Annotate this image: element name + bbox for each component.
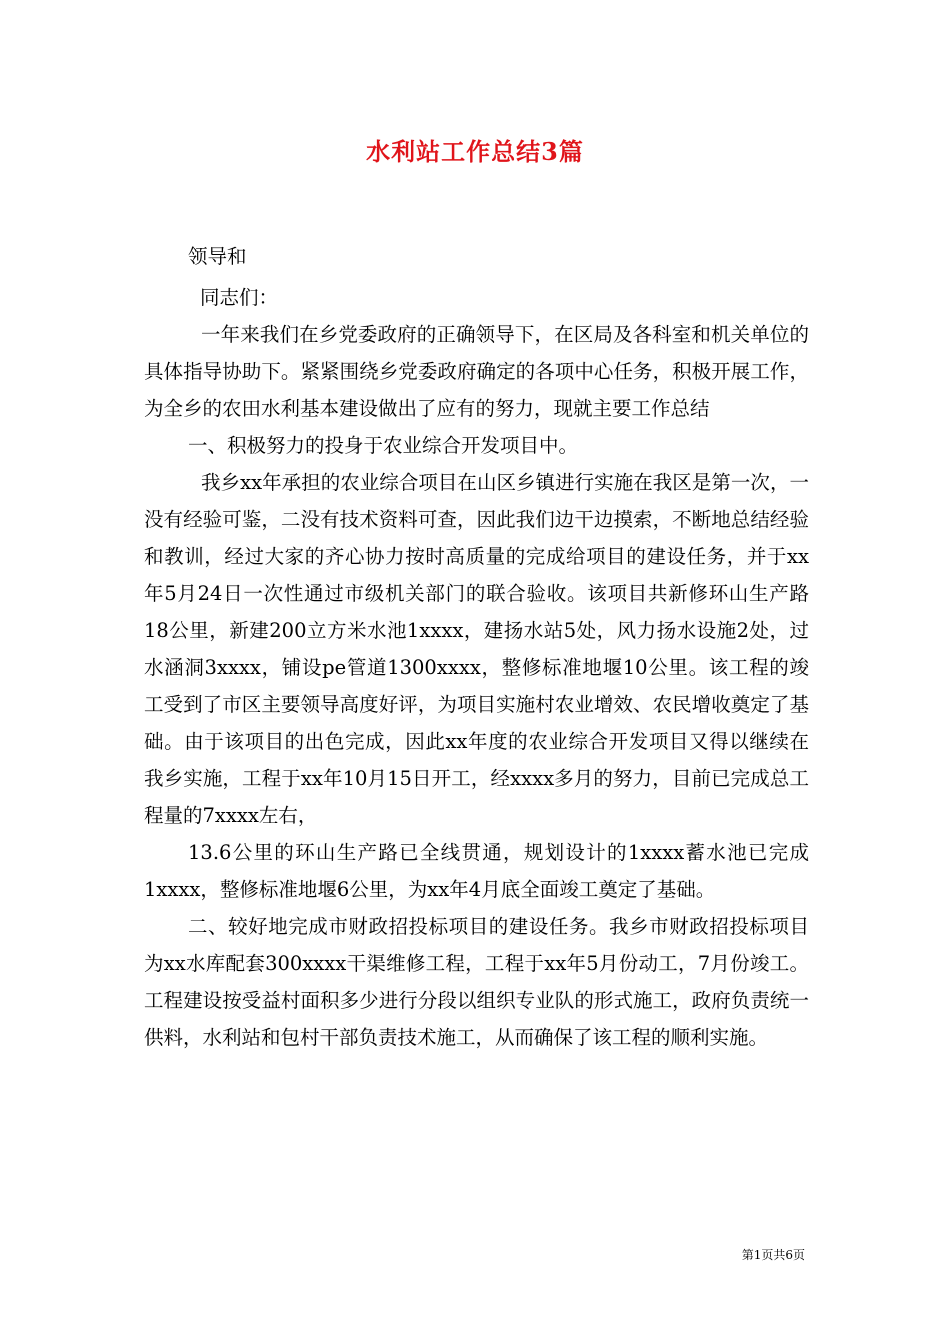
salutation-line-2: 同志们： <box>200 286 279 309</box>
salutation-line-1: 领导和 <box>188 245 247 268</box>
paragraph-section-1: 我乡xx年承担的农业综合项目在山区乡镇进行实施在我区是第一次，一没有经验可鉴，二没有技术资料可查，因此我们边干边摸索，不断地总结经验和教训，经过大家的齐心协力按时高质量的完成给项目的建设任务，并于xx年5月24日一次性通过市级机关部门的联合验收。该项目共新修环山生产路18公里，新建200立方米水池1xxxx，建扬水站5处，风力扬水设施2处，过水涵洞3xxxx，铺设pe管道1300xxxx，整修标准地堰10公里。该工程的竣工受到了市区主要领导高度好评，为项目实施村农业增效、农民增收奠定了基础。由于该项目的出色完成，因此xx年度的农业综合开发项目又得以继续在我乡实施，工程于xx年10月15日开工，经xxxx多月的努力，目前已完成总工程量的7xxxx左右， <box>144 471 809 827</box>
document-body <box>144 238 809 1056</box>
page-number-footer: 第1页共6页 <box>741 1248 805 1262</box>
section-heading-1: 一、积极努力的投身于农业综合开发项目中。 <box>188 434 579 457</box>
paragraph-intro: 一年来我们在乡党委政府的正确领导下，在区局及各科室和机关单位的具体指导协助下。紧紧围绕乡党委政府确定的各项中心任务，积极开展工作，为全乡的农田水利基本建设做出了应有的努力，现就主要工作总结 <box>144 323 809 420</box>
paragraph-section-2: 二、较好地完成市财政招投标项目的建设任务。我乡市财政招投标项目为xx水库配套300xxxx干渠维修工程，工程于xx年5月份动工，7月份竣工。工程建设按受益村面积多少进行分段以组织专业队的形式施工，政府负责统一供料，水利站和包村干部负责技术施工，从而确保了该工程的顺利实施。 <box>144 915 809 1049</box>
document-title: 水利站工作总结3篇 <box>366 137 584 166</box>
paragraph-section-1-continued: 13.6公里的环山生产路已全线贯通，规划设计的1xxxx蓄水池已完成1xxxx，整修标准地堰6公里，为xx年4月底全面竣工奠定了基础。 <box>144 841 809 901</box>
